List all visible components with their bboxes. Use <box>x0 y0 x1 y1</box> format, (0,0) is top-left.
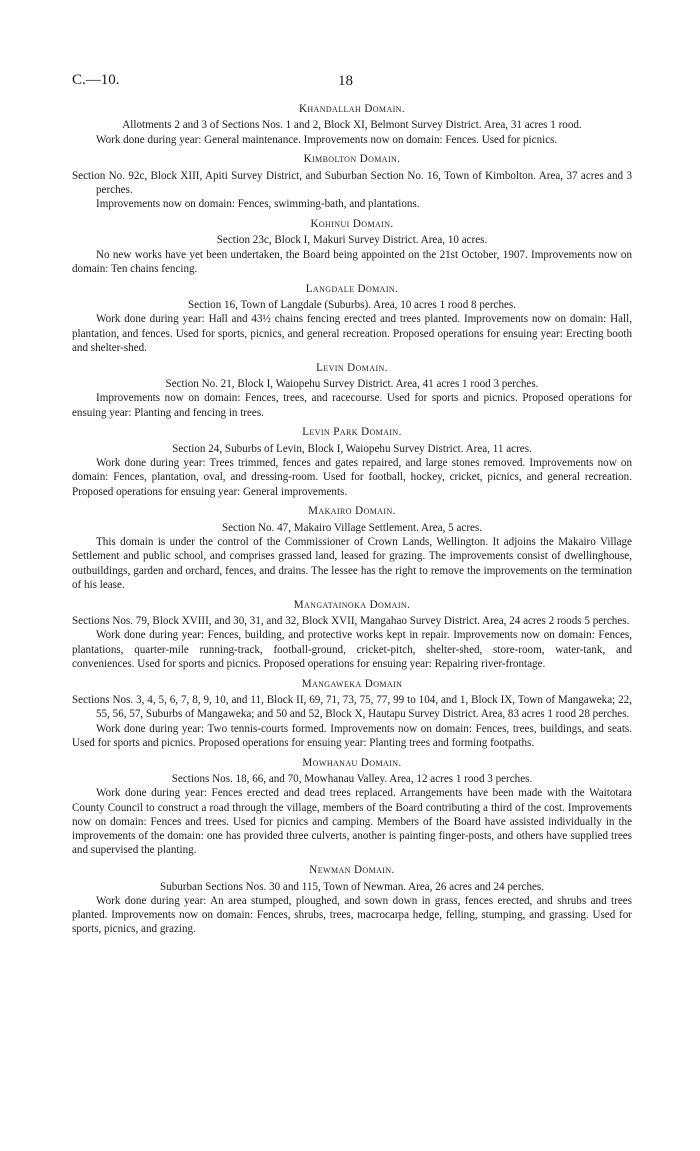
domain-section <box>72 598 632 671</box>
domain-title: Kimbolton Domain. <box>303 153 401 166</box>
domain-paragraph: Improvements now on domain: Fences, swimming-bath, and plantations. <box>96 198 420 211</box>
domain-paragraph: No new works have yet been undertaken, the Board being appointed on the 21st October, 1907. Improvements now on domain: Ten chains fencing. <box>72 248 632 275</box>
domain-paragraph: Work done during year: Trees trimmed, fences and gates repaired, and large stones removed. Improvements now on domain: Fences, plantation, oval, and dressing-room. Used for football, hockey, cricket, picnics, and general recreation. Proposed operations for ensuing year: General improvements. <box>72 457 632 498</box>
domain-title: Newman Domain. <box>309 864 395 877</box>
domain-section <box>72 863 632 936</box>
domain-section <box>72 677 632 750</box>
domain-paragraph: This domain is under the control of the Commissioner of Crown Lands, Wellington. It adjoins the Makairo Village Settlement and public school, and comprises grassed land, leased for grazing. The improvements consist of dwellinghouse, outbuildings, garden and orchard, fences, and drains. The lessee has the right to remove the improvements on the termination of his lease. <box>72 536 632 591</box>
domain-section <box>72 282 632 355</box>
domain-title: Levin Park Domain. <box>302 426 402 439</box>
domain-paragraph: Work done during year: Fences, building, and protective works kept in repair. Improvements now on domain: Fences, plantations, quarter-mile running-track, football-ground, cricket-pitch, shelter-shed, store-room, water-tank, and conveniences. Used for sports and picnics. Proposed operations for ensuing year: Repairing river-frontage. <box>72 629 632 670</box>
domain-paragraph: Work done during year: General maintenance. Improvements now on domain: Fences. Used for picnics. <box>96 133 558 146</box>
domain-section <box>72 152 632 211</box>
domain-description: Sections Nos. 18, 66, and 70, Mowhanau Valley. Area, 12 acres 1 rood 3 perches. <box>171 772 533 785</box>
domain-description: Section 16, Town of Langdale (Suburbs). Area, 10 acres 1 rood 8 perches. <box>187 299 517 312</box>
domain-title: Kohinui Domain. <box>310 218 394 231</box>
domain-title: Mangatainoka Domain. <box>293 598 411 611</box>
domain-section <box>72 102 632 147</box>
domain-paragraph: Improvements now on domain: Fences, trees, and racecourse. Used for sports and picnics. Proposed operations for ensuing year: Planting and fencing in trees. <box>72 392 632 419</box>
domain-description: Section No. 92c, Block XIII, Apiti Survey District, and Suburban Section No. 16, Town of Kimbolton. Area, 37 acres and 3 perches. <box>72 169 632 196</box>
domain-description: Section 23c, Block I, Makuri Survey District. Area, 10 acres. <box>216 234 488 247</box>
report-reference: C.—10. <box>72 72 120 88</box>
domain-section <box>72 217 632 276</box>
domain-title: Mowhanau Domain. <box>302 756 402 769</box>
domain-paragraph: Work done during year: Hall and 43½ chains fencing erected and trees planted. Improvements now on domain: Hall, plantation, and fences. Used for sports, picnics, and general recreation. Proposed operations for ensuing year: Erecting booth and shelter-shed. <box>72 313 632 354</box>
domain-paragraph: Work done during year: Fences erected and dead trees replaced. Arrangements have been made with the Waitotara County Council to construct a road through the village, members of the Board contributing a third of the cost. Improvements now on domain: Fences and trees. Used for picnics and camping. Members of the Board have assisted individually in the improvements of the domain: one has provided three culverts, another is painting finger-posts, and others have supplied trees and supervised the planting. <box>72 787 632 857</box>
domain-section <box>72 504 632 592</box>
domain-section <box>72 425 632 498</box>
domain-description: Section No. 21, Block I, Waiopehu Survey District. Area, 41 acres 1 rood 3 perches. <box>165 378 539 391</box>
domain-title: Mangaweka Domain <box>301 677 403 690</box>
page-number: 18 <box>338 73 353 89</box>
domain-description: Suburban Sections Nos. 30 and 115, Town of Newman. Area, 26 acres and 24 perches. <box>159 880 545 893</box>
domain-paragraph: Work done during year: An area stumped, ploughed, and sown down in grass, fences erected, and shrubs and trees planted. Improvements now on domain: Fences, shrubs, trees, macrocarpa hedge, felling, stumping, and grassing. Used for sports, picnics, and grazing. <box>72 894 632 936</box>
domain-paragraph: Work done during year: Two tennis-courts formed. Improvements now on domain: Fences, trees, buildings, and seats. Used for sports and picnics. Proposed operations for ensuing year: Planting trees and forming footpaths. <box>72 722 632 749</box>
domain-description: Sections Nos. 79, Block XVIII, and 30, 31, and 32, Block XVII, Mangahao Survey District. Area, 24 acres 2 roods 5 perches. <box>72 615 630 627</box>
document-body <box>72 102 632 942</box>
domain-section <box>72 361 632 420</box>
domain-description: Section No. 47, Makairo Village Settlement. Area, 5 acres. <box>221 521 483 534</box>
domain-description: Allotments 2 and 3 of Sections Nos. 1 and 2, Block XI, Belmont Survey District. Area, 31 acres 1 rood. <box>122 119 582 132</box>
domain-title: Langdale Domain. <box>305 282 399 295</box>
domain-title: Khandallah Domain. <box>298 103 406 115</box>
domain-title: Makairo Domain. <box>308 505 396 518</box>
domain-section <box>72 756 632 858</box>
domain-description: Section 24, Suburbs of Levin, Block I, Waiopehu Survey District. Area, 11 acres. <box>172 442 532 455</box>
domain-description: Sections Nos. 3, 4, 5, 6, 7, 8, 9, 10, and 11, Block II, 69, 71, 73, 75, 77, 99 to 104, and 1, Block IX, Town of Mangaweka; 22, 55, 56, 57, Suburbs of Mangaweka; and 50 and 52, Block X, Hautapu Survey District. Area, 83 acres 1 rood 28 perches. <box>72 693 632 721</box>
domain-title: Levin Domain. <box>316 361 388 374</box>
